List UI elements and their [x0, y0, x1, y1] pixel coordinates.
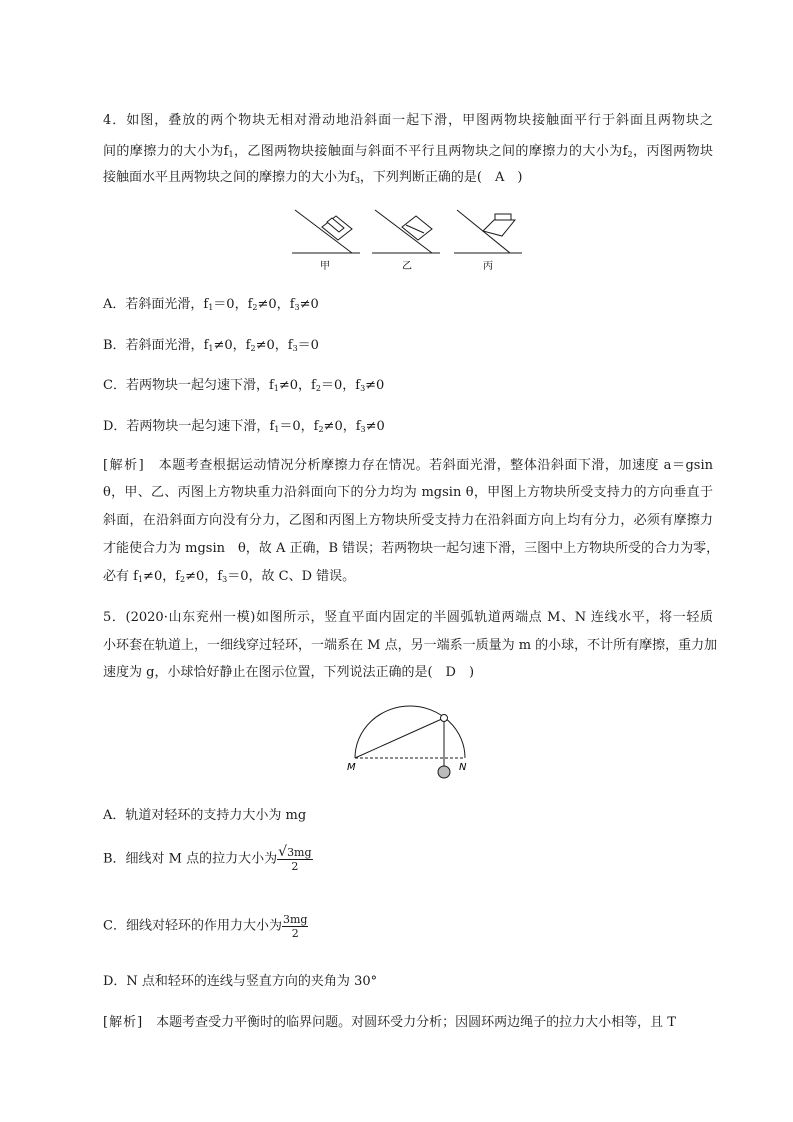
q5-option-a: A．轨道对轻环的支持力大小为 mg — [103, 808, 307, 823]
fraction-3mg-over-2: $\frac{3mg}{2}$ — [282, 913, 308, 940]
q4-analysis-line-4: 才能使合力为 mgsin θ，故 A 正确，B 错误；若两物块一起匀速下滑，三图中上方物块所受的合力为零， — [103, 541, 720, 556]
upper-block-bing — [495, 214, 511, 220]
q5-semicircle-figure — [345, 700, 475, 785]
q5-line-1: 5．(2020·山东兖州一模)如图所示，竖直平面内固定的半圆弧轨道两端点 M、N 连线水平，将一轻质 — [103, 610, 713, 625]
q4-option-d: D．若两物块一起匀速下滑，$f_1=0$，$f_2\ne 0$，$f_3\ne 0$ — [103, 419, 385, 434]
label-jia: 甲 — [320, 261, 330, 272]
q4-incline-figure — [290, 205, 530, 275]
q4-analysis-line-1: [解析] 本题考查根据运动情况分析摩擦力存在情况。若斜面光滑，整体沿斜面下滑，加速度 a＝gsin — [103, 458, 713, 473]
q4-line-3 — [103, 164, 713, 192]
q4-text: ，乙图两物块接触面与斜面不平行且两物块之间的摩擦力的大小为 — [233, 144, 623, 159]
analysis-tag: [解析] — [103, 1015, 144, 1030]
q4-text: ，丙图两物块 — [632, 144, 713, 159]
q4-text: 间的摩擦力的大小为 — [103, 144, 224, 159]
label-m: M — [347, 762, 356, 773]
q4-text: 接触面水平且两物块之间的摩擦力的大小为 — [103, 170, 351, 185]
analysis-tag: [解析] — [103, 458, 145, 473]
q4-option-b: B．若斜面光滑，$f_1\ne 0$，$f_2\ne 0$，$f_3=0$ — [103, 338, 319, 353]
hanging-ball — [438, 766, 450, 778]
subscript: 2 — [627, 150, 633, 159]
q5-option-d: D．N 点和轻环的连线与竖直方向的夹角为 30° — [103, 974, 378, 989]
q5-line-3: 速度为 g，小球恰好静止在图示位置，下列说法正确的是( D ) — [103, 665, 475, 680]
q4-option-a: A．若斜面光滑，$f_1=0$，$f_2\ne 0$，$f_3\ne 0$ — [103, 297, 319, 312]
lower-block-yi — [402, 216, 432, 240]
q4-line-2 — [103, 138, 713, 166]
q5-line-2: 小环套在轨道上，一细线穿过轻环，一端系在 M 点，另一端系一质量为 m 的小球，不计所有摩擦，重力加 — [103, 638, 718, 653]
q5-option-c: C．细线对轻环的作用力大小为 $\frac{3mg}{2}$ — [103, 913, 308, 940]
f-symbol: f — [223, 144, 229, 159]
label-bing: 丙 — [483, 261, 493, 272]
subscript: 1 — [228, 150, 234, 159]
label-yi: 乙 — [402, 261, 412, 272]
q5-analysis-line-1: [解析] 本题考查受力平衡时的临界问题。对圆环受力分析；因圆环两边绳子的拉力大小相等，且 T — [103, 1015, 676, 1030]
q4-option-c: C．若两物块一起匀速下滑，$f_1\ne 0$，$f_2=0$，$f_3\ne 0$ — [103, 378, 385, 393]
q5-option-b: B．细线对 M 点的拉力大小为 $\frac{√3mg}{2}$ — [103, 844, 312, 873]
fraction-sqrt3mg-over-2: $\frac{√3mg}{2}$ — [278, 844, 312, 873]
f-symbol: f — [350, 170, 355, 185]
q4-analysis-line-2: θ，甲、乙、丙图上方物块重力沿斜面向下的分力均为 mgsin θ，甲图上方物块所受支持力的方向垂直于 — [103, 485, 713, 500]
light-ring — [441, 715, 448, 722]
subscript: 3 — [354, 176, 360, 185]
f-symbol: f — [622, 144, 628, 159]
q4-analysis-line-5: 必有 $f_1\ne 0$，$f_2\ne 0$，$f_3=0$，故 C、D 错误。 — [103, 569, 356, 584]
q4-text: ，下列判断正确的是( A ) — [359, 170, 523, 185]
label-n: N — [459, 762, 467, 773]
lower-block-bing — [483, 220, 515, 236]
q4-analysis-line-3: 斜面，在沿斜面方向没有分力，乙图和丙图上方物块所受支持力在沿斜面方向上均有分力，必须有摩擦力 — [103, 513, 713, 528]
q4-line-1: 4．如图，叠放的两个物块无相对滑动地沿斜面一起下滑，甲图两物块接触面平行于斜面且两物块之 — [103, 113, 713, 128]
